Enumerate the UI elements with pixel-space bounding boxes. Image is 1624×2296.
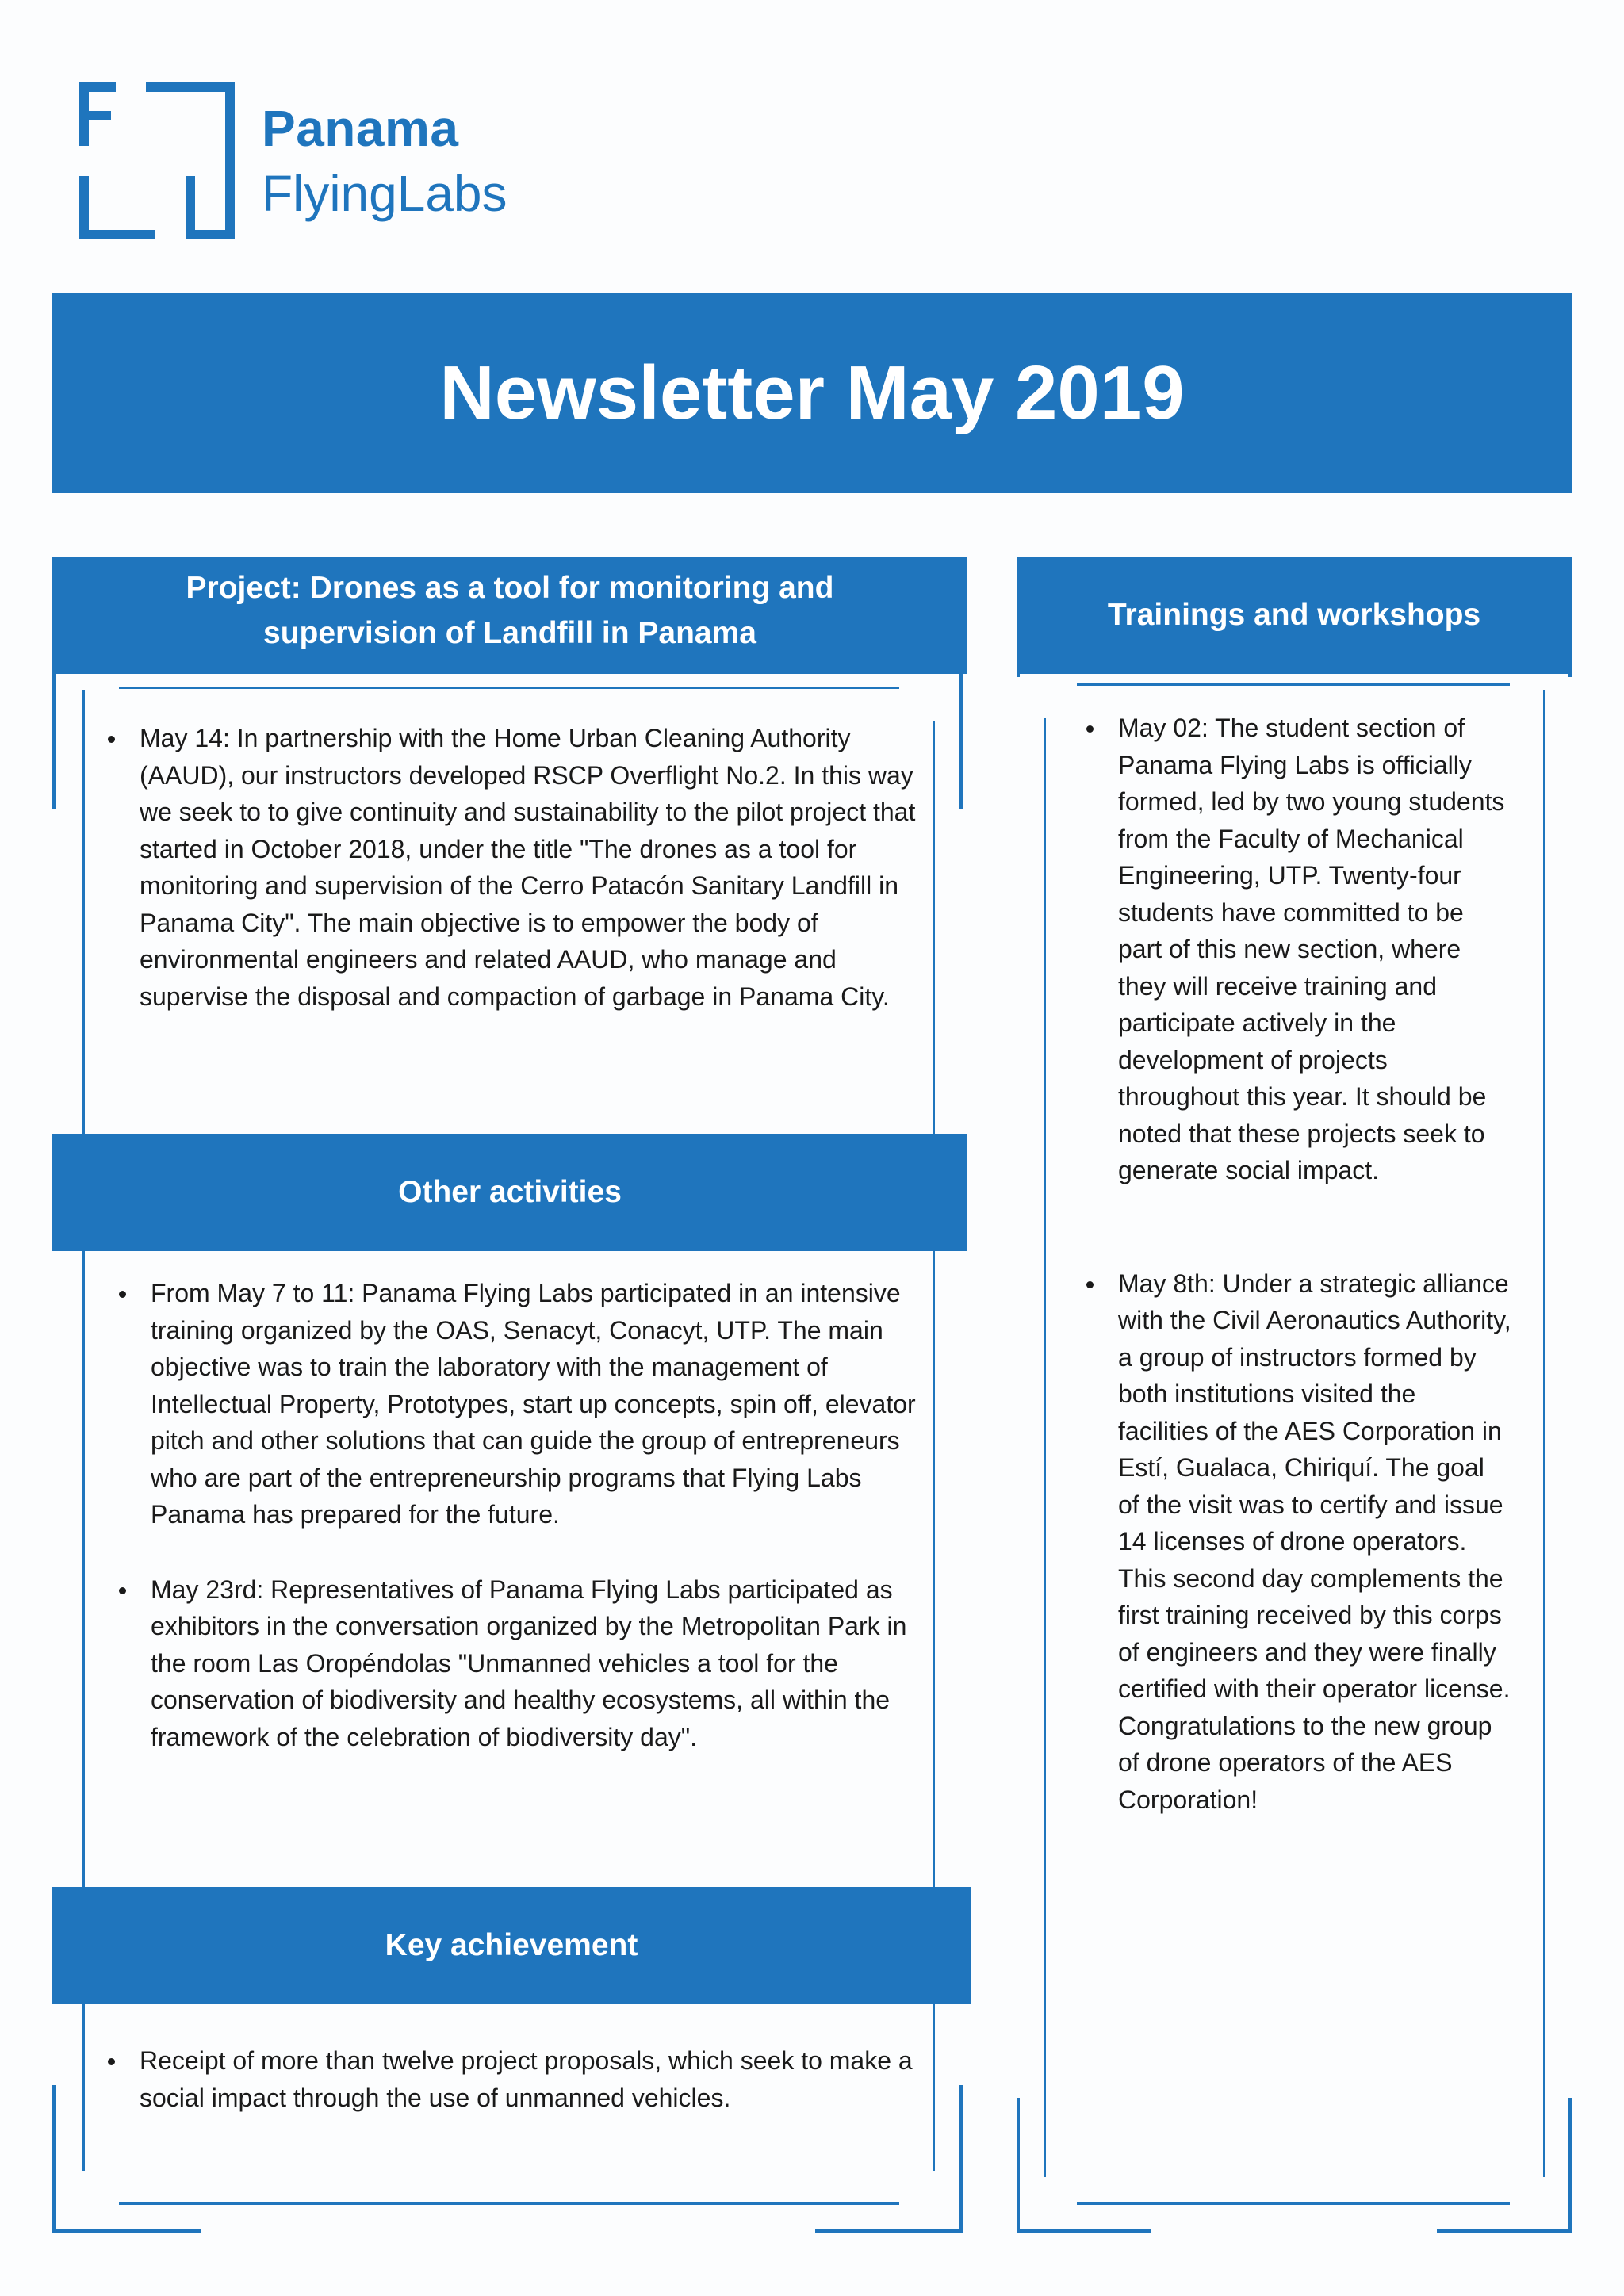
trainings-heading: Trainings and workshops bbox=[1107, 597, 1481, 632]
other-activities-header bbox=[52, 1134, 967, 1251]
project-content bbox=[108, 720, 929, 1015]
list-item: May 23rd: Representatives of Panama Flying Labs participated as exhibitors in the conversation organized by the Metropolitan Park in the room Las Oropéndolas "Unmanned vehicles a tool for the conservation of biodiversity and healthy ecosystems, all within the framework of the celebration of biodiversity day". bbox=[119, 1571, 920, 1756]
key-achievement-content bbox=[108, 2042, 917, 2116]
frame-line bbox=[82, 2004, 85, 2171]
key-achievement-header bbox=[52, 1887, 971, 2004]
logo-line1: Panama bbox=[262, 100, 459, 157]
frame-line bbox=[52, 674, 56, 809]
frame-line bbox=[119, 2202, 899, 2205]
frame-line bbox=[52, 2229, 201, 2233]
list-item: Receipt of more than twelve project proposals, which seek to make a social impact through the use of unmanned vehicles. bbox=[108, 2042, 917, 2116]
frame-line bbox=[1077, 683, 1510, 686]
other-activities-content bbox=[119, 1275, 920, 1755]
frame-line bbox=[1044, 718, 1046, 2177]
project-section-header bbox=[52, 557, 967, 674]
newsletter-title-banner bbox=[52, 293, 1572, 493]
frame-line bbox=[933, 1251, 935, 1887]
frame-line bbox=[1017, 2098, 1020, 2233]
frame-line bbox=[933, 721, 935, 1134]
list-item: May 14: In partnership with the Home Urban Cleaning Authority (AAUD), our instructors developed RSCP Overflight No.2. In this way we seek to to give continuity and sustainability to the pilot project that started in October 2018, under the title "The drones as a tool for monitoring and supervision of the Cerro Patacón Sanitary Landfill in Panama City". The main objective is to empower the body of environmental engineers and related AAUD, who manage and supervise the disposal and compaction of garbage in Panama City. bbox=[108, 720, 929, 1015]
frame-line bbox=[82, 690, 85, 1134]
logo-line2: FlyingLabs bbox=[262, 165, 508, 222]
trainings-content bbox=[1086, 710, 1511, 1818]
frame-line bbox=[1568, 2098, 1572, 2233]
project-heading: Project: Drones as a tool for monitoring and supervision of Landfill in Panama bbox=[186, 571, 834, 650]
flyinglabs-logo-icon bbox=[79, 82, 235, 239]
frame-line bbox=[959, 2085, 963, 2233]
logo-text bbox=[262, 100, 508, 222]
page-title: Newsletter May 2019 bbox=[439, 350, 1185, 435]
frame-line bbox=[815, 2229, 963, 2233]
list-item: From May 7 to 11: Panama Flying Labs participated in an intensive training organized by the OAS, Senacyt, Conacyt, UTP. The main objective was to train the laboratory with the management of Intellectual Property, Prototypes, start up concepts, spin off, elevator pitch and other solutions that can guide the group of entrepreneurs who are part of the entrepreneurship programs that Flying Labs Panama has prepared for the future. bbox=[119, 1275, 920, 1533]
frame-line bbox=[959, 674, 963, 809]
key-achievement-heading: Key achievement bbox=[385, 1927, 638, 1962]
list-item: May 02: The student section of Panama Flying Labs is officially formed, led by two young students from the Faculty of Mechanical Engineering, UTP. Twenty-four students have committed to be part of this new section, where they will receive training and participate actively in the development of projects throughout this year. It should be noted that these projects seek to generate social impact. bbox=[1086, 710, 1511, 1189]
other-activities-heading: Other activities bbox=[398, 1174, 622, 1209]
frame-line bbox=[52, 2085, 56, 2233]
frame-line bbox=[82, 1251, 85, 1887]
trainings-header bbox=[1017, 557, 1572, 674]
frame-line bbox=[1017, 2229, 1151, 2233]
frame-line bbox=[1568, 674, 1572, 677]
frame-line bbox=[119, 687, 899, 689]
frame-line bbox=[1017, 674, 1020, 677]
frame-line bbox=[1077, 2202, 1510, 2205]
frame-line bbox=[1437, 2229, 1572, 2233]
list-item: May 8th: Under a strategic alliance with the Civil Aeronautics Authority, a group of instructors formed by both institutions visited the facilities of the AES Corporation in Estí, Gualaca, Chiriquí. The goal of the visit was to certify and issue 14 licenses of drone operators. This second day complements the first training received by this corps of engineers and they were finally certified with their operator license. Congratulations to the new group of drone operators of the AES Corporation! bbox=[1086, 1265, 1511, 1819]
frame-line bbox=[933, 2004, 935, 2171]
frame-line bbox=[1543, 690, 1545, 2177]
